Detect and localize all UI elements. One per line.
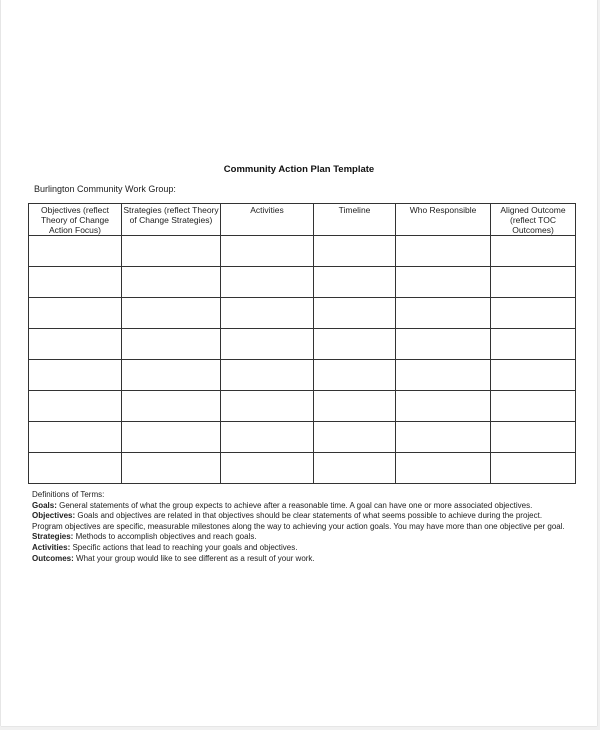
document-page	[1, 0, 597, 726]
definition-program-objectives: Program objectives are specific, measurable milestones along the way to achieving your action goals. You may have more than one objective per goal.	[32, 521, 565, 531]
table-cell	[29, 422, 122, 453]
table-cell	[29, 236, 122, 267]
definition-text: Specific actions that lead to reaching your goals and objectives.	[70, 542, 298, 552]
group-label: Burlington Community Work Group:	[34, 184, 176, 194]
table-cell	[314, 360, 396, 391]
table-cell	[122, 391, 221, 422]
table-cell	[314, 236, 396, 267]
definitions-section	[32, 490, 577, 564]
table-cell	[314, 391, 396, 422]
action-plan-table	[28, 203, 576, 484]
header-activities: Activities	[221, 204, 314, 236]
table-cell	[491, 298, 576, 329]
table-cell	[221, 360, 314, 391]
table-header-row	[29, 204, 576, 236]
table-cell	[29, 329, 122, 360]
header-timeline: Timeline	[314, 204, 396, 236]
table-row	[29, 453, 576, 484]
header-strategies: Strategies (reflect Theory of Change Strategies)	[122, 204, 221, 236]
table-row	[29, 360, 576, 391]
table-row	[29, 267, 576, 298]
definition-outcomes	[32, 554, 577, 565]
header-who-responsible: Who Responsible	[396, 204, 491, 236]
definition-goals	[32, 501, 577, 512]
definition-strategies	[32, 532, 577, 543]
table-cell	[221, 453, 314, 484]
table-cell	[122, 329, 221, 360]
table-cell	[221, 391, 314, 422]
definition-text: Goals and objectives are related in that objectives should be clear statements of what seems possible to achieve during the project.	[75, 511, 543, 521]
table-cell	[221, 422, 314, 453]
table-cell	[396, 422, 491, 453]
table-cell	[491, 360, 576, 391]
table-cell	[491, 422, 576, 453]
definition-term: Activities:	[32, 542, 71, 552]
table-cell	[122, 360, 221, 391]
table-cell	[396, 267, 491, 298]
definition-objectives	[32, 511, 577, 522]
table-cell	[122, 298, 221, 329]
header-aligned-outcome: Aligned Outcome (reflect TOC Outcomes)	[491, 204, 576, 236]
table-cell	[221, 298, 314, 329]
table-cell	[122, 422, 221, 453]
table-row	[29, 422, 576, 453]
definitions-heading: Definitions of Terms:	[32, 490, 105, 499]
table-cell	[29, 298, 122, 329]
definition-activities	[32, 543, 577, 554]
table-cell	[491, 329, 576, 360]
definition-text: Methods to accomplish objectives and reach goals.	[73, 532, 257, 542]
table-cell	[314, 453, 396, 484]
table-body	[29, 236, 576, 484]
table-row	[29, 391, 576, 422]
table-cell	[29, 453, 122, 484]
header-objectives: Objectives (reflect Theory of Change Action Focus)	[29, 204, 122, 236]
table-cell	[396, 391, 491, 422]
table-cell	[491, 391, 576, 422]
table-cell	[29, 391, 122, 422]
table-cell	[396, 329, 491, 360]
table-cell	[396, 360, 491, 391]
table-cell	[314, 329, 396, 360]
table-cell	[221, 329, 314, 360]
definition-text: What your group would like to see different as a result of your work.	[73, 553, 315, 563]
table-cell	[29, 360, 122, 391]
table-cell	[396, 236, 491, 267]
table-cell	[491, 236, 576, 267]
definition-term: Objectives:	[32, 511, 76, 521]
table-row	[29, 236, 576, 267]
table-cell	[491, 453, 576, 484]
definition-text: General statements of what the group expects to achieve after a reasonable time. A goal can have one or more associated objectives.	[56, 500, 533, 510]
definition-term: Goals:	[32, 500, 57, 510]
table-cell	[122, 267, 221, 298]
table-row	[29, 298, 576, 329]
table-cell	[396, 298, 491, 329]
page-title: Community Action Plan Template	[223, 164, 375, 175]
table-cell	[314, 298, 396, 329]
definition-term: Outcomes:	[32, 553, 74, 563]
table-cell	[122, 236, 221, 267]
table-cell	[122, 453, 221, 484]
table-cell	[221, 236, 314, 267]
table-row	[29, 329, 576, 360]
table-cell	[29, 267, 122, 298]
table-cell	[221, 267, 314, 298]
table-cell	[314, 422, 396, 453]
definition-term: Strategies:	[32, 532, 74, 542]
table-cell	[491, 267, 576, 298]
table-cell	[396, 453, 491, 484]
table-cell	[314, 267, 396, 298]
